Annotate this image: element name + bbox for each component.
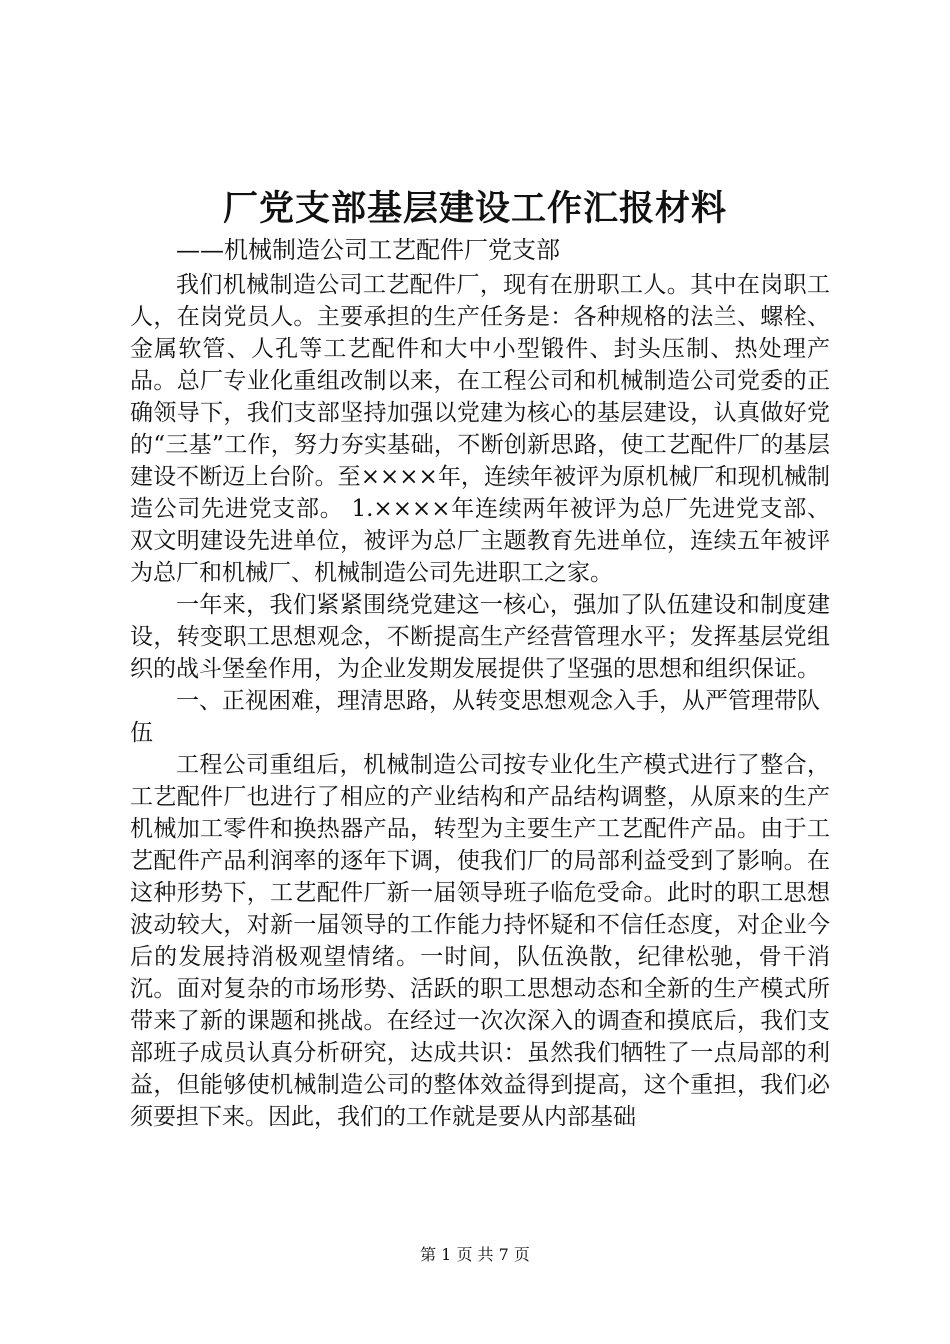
document-title: 厂党支部基层建设工作汇报材料 xyxy=(222,188,727,229)
document-subtitle: ——机械制造公司工艺配件厂党支部 xyxy=(176,236,560,264)
document-body xyxy=(130,269,830,1133)
paragraph-intro: 我们机械制造公司工艺配件厂，现有在册职工人。其中在岗职工人，在岗党员人。主要承担的生产任务是：各种规格的法兰、螺栓、金属软管、人孔等工艺配件和大中小型锻件、封头压制、热处理产品。总厂专业化重组改制以来，在工程公司和机械制造公司党委的正确领导下，我们支部坚持加强以党建为核心的基层建设，认真做好党的“三基”工作，努力夯实基础，不断创新思路，使工艺配件厂的基层建设不断迈上台阶。至××××年，连续年被评为原机械厂和现机械制造公司先进党支部。 1.××××年连续两年被评为总厂先进党支部、双文明建设先进单位，被评为总厂主题教育先进单位，连续五年被评为总厂和机械厂、机械制造公司先进职工之家。 xyxy=(130,272,830,586)
section-heading-1: 一、正视困难，理清思路，从转变思想观念入手，从严管理带队伍 xyxy=(130,688,820,746)
page-number: 第 1 页 共 7 页 xyxy=(420,1245,530,1264)
paragraph-section-1: 工程公司重组后，机械制造公司按专业化生产模式进行了整合，工艺配件厂也进行了相应的产业结构和产品结构调整，从原来的生产机械加工零件和换热器产品，转型为主要生产工艺配件产品。由于工艺配件产品利润率的逐年下调，使我们厂的局部利益受到了影响。在这种形势下，工艺配件厂新一届领导班子临危受命。此时的职工思想波动较大，对新一届领导的工作能力持怀疑和不信任态度，对企业今后的发展持消极观望情绪。一时间，队伍涣散，纪律松驰，骨干消沉。面对复杂的市场形势、活跃的职工思想动态和全新的生产模式所带来了新的课题和挑战。在经过一次次深入的调查和摸底后，我们支部班子成员认真分析研究，达成共识：虽然我们牺牲了一点局部的利益，但能够使机械制造公司的整体效益得到提高，这个重担，我们必须要担下来。因此，我们的工作就是要从内部基础 xyxy=(130,752,830,1130)
paragraph-summary: 一年来，我们紧紧围绕党建这一核心，强加了队伍建设和制度建设，转变职工思想观念，不断提高生产经营管理水平；发挥基层党组织的战斗堡垒作用，为企业发期发展提供了坚强的思想和组织保证。 xyxy=(130,592,830,682)
